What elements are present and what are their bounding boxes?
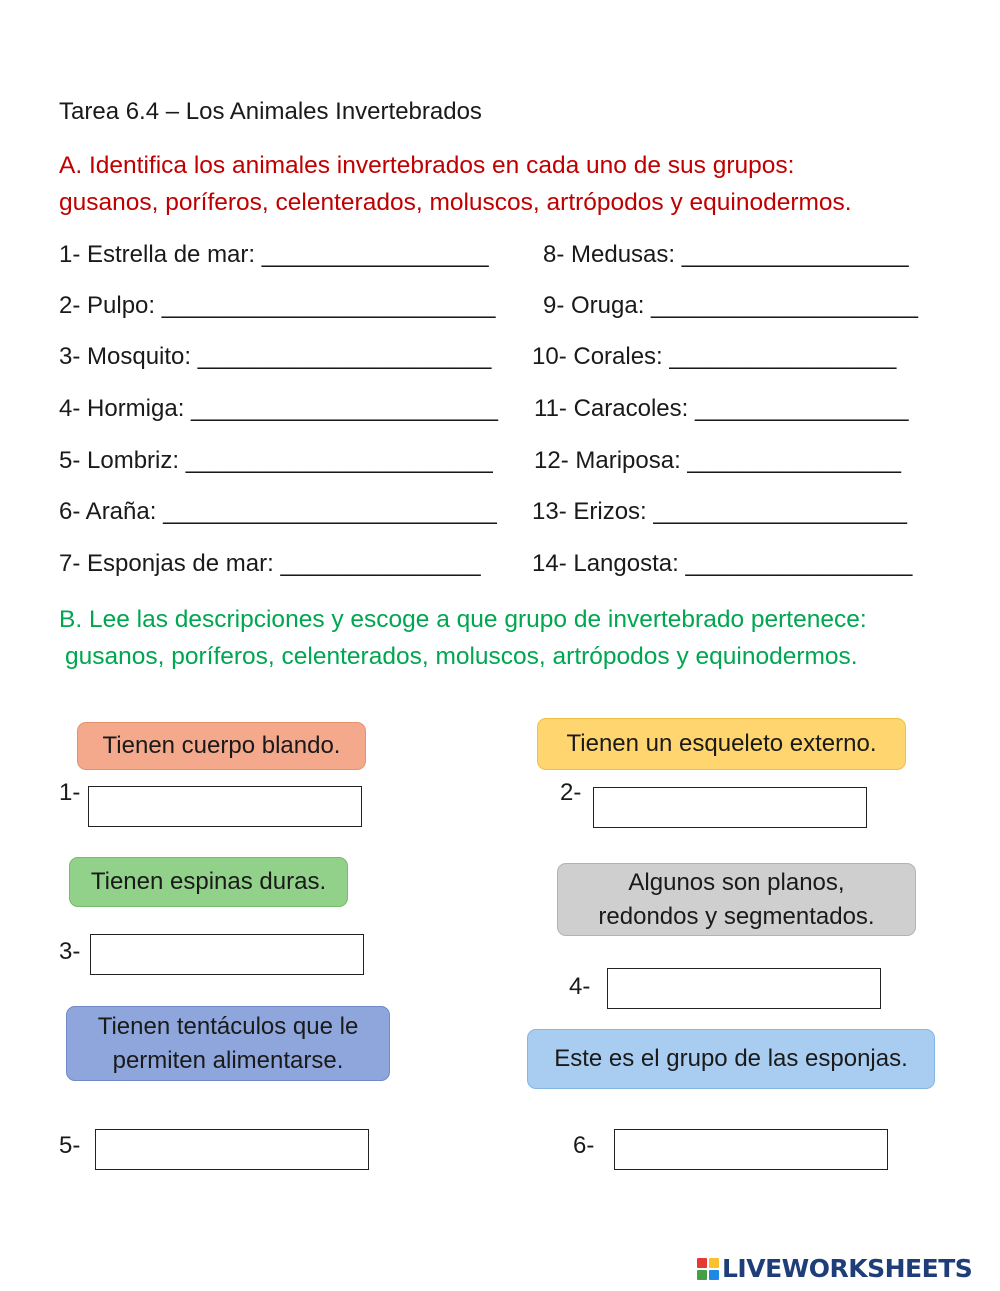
instructions-a xyxy=(59,147,852,221)
liveworksheets-logo xyxy=(697,1254,972,1283)
answer-input-4[interactable] xyxy=(607,968,881,1009)
logo-mark-square-blue xyxy=(709,1270,719,1280)
worksheet-title: Tarea 6.4 – Los Animales Invertebrados xyxy=(59,98,482,125)
answer-number-2: 2- xyxy=(560,779,582,806)
item-8-jellyfish[interactable]: 8- Medusas: _________________ xyxy=(543,241,909,268)
item-3-mosquito[interactable]: 3- Mosquito: ______________________ xyxy=(59,343,492,370)
logo-mark-square-green xyxy=(697,1270,707,1280)
instructions-b xyxy=(59,601,867,675)
item-7-sea-sponge[interactable]: 7- Esponjas de mar: _______________ xyxy=(59,550,481,577)
logo-mark-square-yellow xyxy=(709,1258,719,1268)
item-9-caterpillar[interactable]: 9- Oruga: ____________________ xyxy=(543,292,918,319)
answer-input-1[interactable] xyxy=(88,786,362,827)
answer-number-4: 4- xyxy=(569,973,591,1000)
liveworksheets-logo-text: LIVEWORKSHEETS xyxy=(722,1254,973,1283)
item-2-octopus[interactable]: 2- Pulpo: _________________________ xyxy=(59,292,496,319)
instructions-a-line2: gusanos, poríferos, celenterados, moluscos, artrópodos y equinodermos. xyxy=(59,189,852,216)
answer-number-5: 5- xyxy=(59,1132,81,1159)
description-external-skeleton xyxy=(537,718,906,770)
item-14-lobster[interactable]: 14- Langosta: _________________ xyxy=(532,550,913,577)
answer-input-3[interactable] xyxy=(90,934,364,975)
description-spines xyxy=(69,857,348,907)
instructions-b-line2: gusanos, poríferos, celenterados, moluscos, artrópodos y equinodermos. xyxy=(65,643,858,670)
logo-mark-square-red xyxy=(697,1258,707,1268)
description-tentacles-text: Tienen tentáculos que le permiten alimentarse. xyxy=(97,1012,359,1074)
instructions-b-line1: B. Lee las descripciones y escoge a que grupo de invertebrado pertenece: xyxy=(59,606,867,633)
description-soft-body-text: Tienen cuerpo blando. xyxy=(102,732,341,759)
item-6-spider[interactable]: 6- Araña: _________________________ xyxy=(59,498,497,525)
answer-input-5[interactable] xyxy=(95,1129,369,1170)
item-11-snails[interactable]: 11- Caracoles: ________________ xyxy=(534,395,909,422)
answer-number-3: 3- xyxy=(59,938,81,965)
description-sponges xyxy=(527,1029,935,1089)
description-worms-text: Algunos son planos, redondos y segmentados. xyxy=(598,868,875,930)
description-soft-body xyxy=(77,722,366,770)
instructions-a-line1: A. Identifica los animales invertebrados en cada uno de sus grupos: xyxy=(59,152,795,179)
item-4-ant[interactable]: 4- Hormiga: _______________________ xyxy=(59,395,499,422)
item-5-earthworm[interactable]: 5- Lombriz: _______________________ xyxy=(59,447,493,474)
item-10-corals[interactable]: 10- Corales: _________________ xyxy=(532,343,897,370)
item-12-butterfly[interactable]: 12- Mariposa: ________________ xyxy=(534,447,901,474)
description-external-skeleton-text: Tienen un esqueleto externo. xyxy=(566,730,877,757)
description-sponges-text: Este es el grupo de las esponjas. xyxy=(554,1045,908,1072)
description-tentacles xyxy=(66,1006,390,1081)
description-worms xyxy=(557,863,916,936)
answer-input-6[interactable] xyxy=(614,1129,888,1170)
answer-input-2[interactable] xyxy=(593,787,867,828)
answer-number-6: 6- xyxy=(573,1132,595,1159)
liveworksheets-logo-icon xyxy=(697,1258,719,1280)
description-spines-text: Tienen espinas duras. xyxy=(90,868,327,895)
answer-number-1: 1- xyxy=(59,779,81,806)
item-1-starfish[interactable]: 1- Estrella de mar: _________________ xyxy=(59,241,489,268)
item-13-urchins[interactable]: 13- Erizos: ___________________ xyxy=(532,498,907,525)
